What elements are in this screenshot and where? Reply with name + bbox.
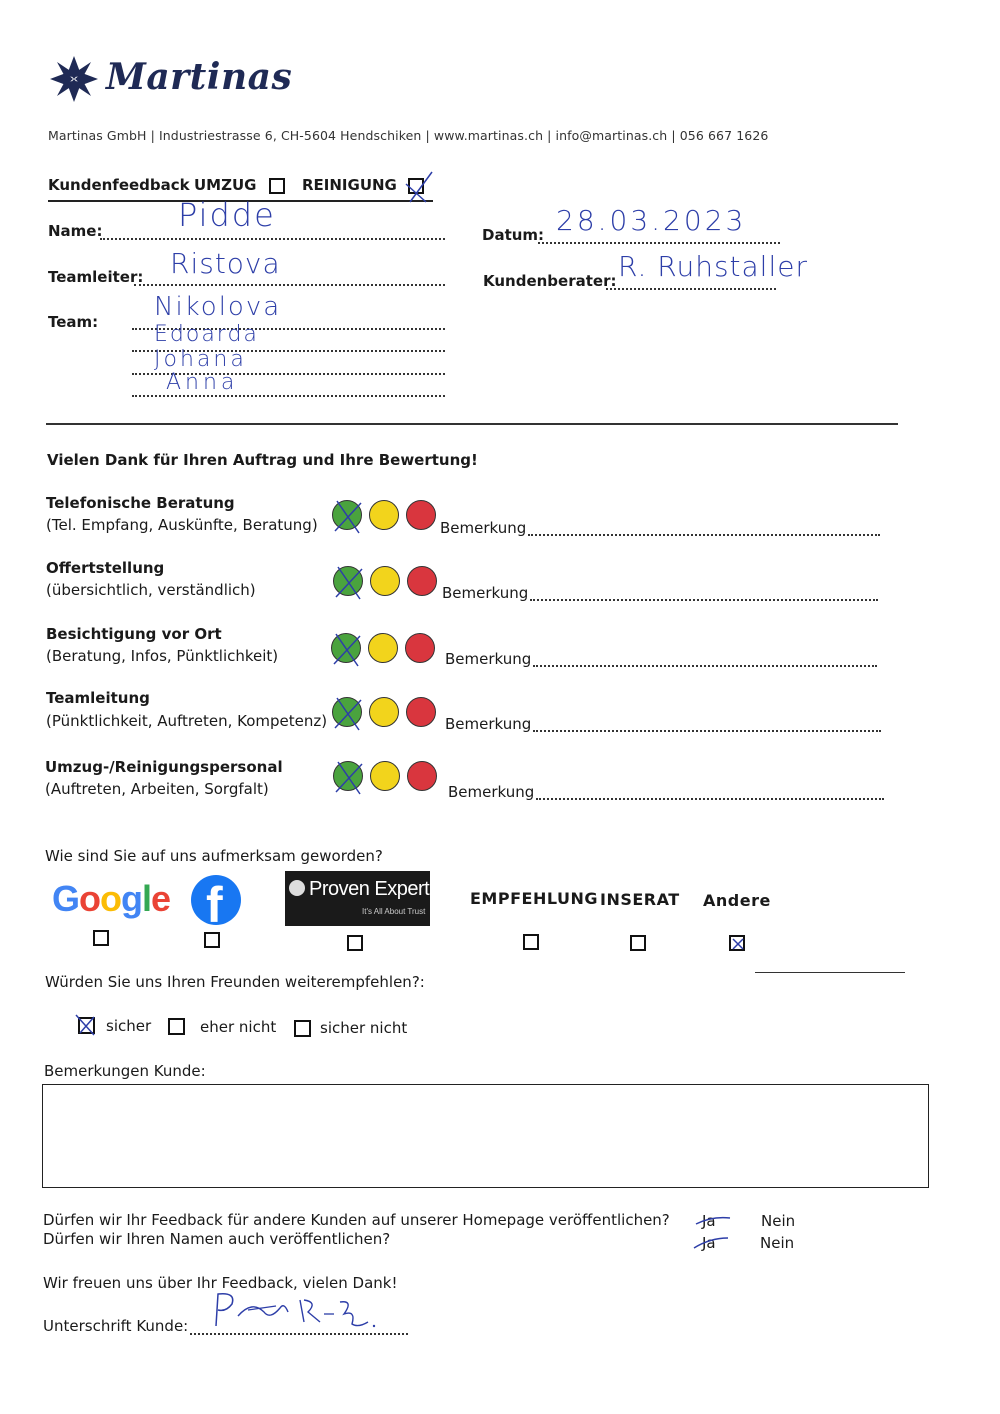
form-title: Kundenfeedback xyxy=(48,176,190,194)
question-title: Telefonische Beratung xyxy=(46,494,235,512)
publish-yes-label-2[interactable]: Ja xyxy=(702,1234,716,1252)
umzug-checkbox[interactable] xyxy=(269,178,285,194)
company-address: Martinas GmbH | Industriestrasse 6, CH-5604 Hendschiken | www.martinas.ch | info@martinas.ch | 056 667 1626 xyxy=(48,128,769,143)
rating-row xyxy=(46,623,896,673)
thumbs-neutral-icon[interactable] xyxy=(369,500,399,530)
rating-row xyxy=(46,689,896,739)
facebook-checkbox[interactable] xyxy=(204,932,220,948)
thumbs-down-icon[interactable] xyxy=(406,500,436,530)
team-member-4[interactable]: Anna xyxy=(166,370,239,395)
publish-question-2: Dürfen wir Ihren Namen auch veröffentlichen? xyxy=(43,1230,391,1248)
team-member-2[interactable]: Edoarda xyxy=(154,322,259,347)
thumbs-down-icon[interactable] xyxy=(406,697,436,727)
andere-checkbox[interactable] xyxy=(729,935,745,951)
strike-mark-icon xyxy=(692,1234,732,1252)
facebook-icon: f xyxy=(191,875,241,925)
inserat-label: INSERAT xyxy=(600,890,680,909)
google-checkbox[interactable] xyxy=(93,930,109,946)
kundenberater-label: Kundenberater: xyxy=(483,272,617,290)
thumbs-up-icon[interactable] xyxy=(333,566,363,596)
question-subtitle: (Tel. Empfang, Auskünfte, Beratung) xyxy=(46,516,318,534)
name-line xyxy=(100,238,445,240)
remark-label: Bemerkung xyxy=(445,650,532,668)
team-member-1[interactable]: Nikolova xyxy=(154,292,282,322)
remark-label: Bemerkung xyxy=(448,783,535,801)
reinigung-checkbox[interactable] xyxy=(408,178,424,194)
rating-row xyxy=(45,758,895,808)
thumbs-down-icon[interactable] xyxy=(407,566,437,596)
thumbs-up-icon[interactable] xyxy=(331,633,361,663)
brand-logo xyxy=(50,56,293,106)
question-title: Offertstellung xyxy=(46,559,165,577)
question-title: Umzug-/Reinigungspersonal xyxy=(45,758,283,776)
thumbs-up-icon[interactable] xyxy=(332,500,362,530)
brand-name: Martinas xyxy=(106,56,293,98)
signature-label: Unterschrift Kunde: xyxy=(43,1317,189,1335)
check-mark-icon xyxy=(332,563,366,603)
comments-label: Bemerkungen Kunde: xyxy=(44,1062,206,1080)
remark-line[interactable] xyxy=(533,730,881,732)
comments-textbox[interactable] xyxy=(42,1084,929,1188)
remark-line[interactable] xyxy=(533,665,877,667)
proven-expert-checkbox[interactable] xyxy=(347,935,363,951)
recommend-eher-nicht-checkbox[interactable] xyxy=(168,1018,185,1035)
andere-label: Andere xyxy=(703,891,771,910)
thumbs-neutral-icon[interactable] xyxy=(368,633,398,663)
thumbs-down-icon[interactable] xyxy=(405,633,435,663)
handwritten-signature xyxy=(208,1286,384,1336)
check-mark-icon xyxy=(404,170,434,204)
rating-row xyxy=(46,557,896,607)
empfehlung-label: EMPFEHLUNG xyxy=(470,889,598,908)
name-label: Name: xyxy=(48,222,103,240)
remark-line[interactable] xyxy=(528,534,880,536)
section-divider xyxy=(46,423,898,425)
publish-question-1: Dürfen wir Ihr Feedback für andere Kunden auf unserer Homepage veröffentlichen? xyxy=(43,1211,670,1229)
teamleiter-line xyxy=(134,284,445,286)
question-subtitle: (Beratung, Infos, Pünktlichkeit) xyxy=(46,647,279,665)
strike-mark-icon xyxy=(694,1212,734,1230)
publish-yes-label-1[interactable]: Ja xyxy=(702,1212,716,1230)
thumbs-up-icon[interactable] xyxy=(333,761,363,791)
empfehlung-checkbox[interactable] xyxy=(523,934,539,950)
thumbs-down-icon[interactable] xyxy=(407,761,437,791)
name-field[interactable]: Pidde xyxy=(178,196,276,234)
team-line-4 xyxy=(132,395,445,397)
remark-line[interactable] xyxy=(536,798,884,800)
team-member-3[interactable]: Johana xyxy=(154,347,247,372)
check-mark-icon xyxy=(331,497,365,537)
question-subtitle: (Pünktlichkeit, Auftreten, Kompetenz) xyxy=(46,712,328,730)
recommend-sicher-nicht-label: sicher nicht xyxy=(320,1019,408,1037)
recommend-question: Würden Sie uns Ihren Freunden weiterempfehlen?: xyxy=(45,973,425,991)
andere-input-line[interactable] xyxy=(755,972,905,973)
remark-label: Bemerkung xyxy=(445,715,532,733)
kundenberater-line xyxy=(606,288,776,290)
question-title: Teamleitung xyxy=(46,689,150,707)
recommend-sicher-checkbox[interactable] xyxy=(78,1017,95,1034)
question-subtitle: (übersichtlich, verständlich) xyxy=(46,581,256,599)
proven-expert-seal-icon xyxy=(289,880,305,896)
recommend-sicher-label: sicher xyxy=(106,1017,152,1035)
check-mark-icon xyxy=(731,937,745,951)
recommend-sicher-nicht-checkbox[interactable] xyxy=(294,1020,311,1037)
rating-heading: Vielen Dank für Ihren Auftrag und Ihre Bewertung! xyxy=(47,451,478,469)
rating-row xyxy=(46,492,896,542)
thumbs-neutral-icon[interactable] xyxy=(370,566,400,596)
proven-expert-logo: Proven Expert It's All About Trust xyxy=(285,871,430,926)
datum-field[interactable]: 28.03.2023 xyxy=(556,204,747,237)
kundenberater-field[interactable]: R. Ruhstaller xyxy=(618,250,808,283)
remark-label: Bemerkung xyxy=(440,519,527,537)
datum-line xyxy=(538,242,780,244)
question-title: Besichtigung vor Ort xyxy=(46,625,222,643)
source-question: Wie sind Sie auf uns aufmerksam geworden? xyxy=(45,847,383,865)
remark-label: Bemerkung xyxy=(442,584,529,602)
google-logo: Google xyxy=(52,878,171,919)
compass-star-icon xyxy=(50,56,98,102)
thumbs-neutral-icon[interactable] xyxy=(369,697,399,727)
thumbs-up-icon[interactable] xyxy=(332,697,362,727)
publish-no-label-2[interactable]: Nein xyxy=(760,1234,795,1252)
team-label: Team: xyxy=(48,313,99,331)
question-subtitle: (Auftreten, Arbeiten, Sorgfalt) xyxy=(45,780,269,798)
check-mark-icon xyxy=(331,694,365,734)
check-mark-icon xyxy=(332,758,366,798)
check-mark-icon xyxy=(74,1013,98,1037)
teamleiter-label: Teamleiter: xyxy=(48,268,144,286)
thumbs-neutral-icon[interactable] xyxy=(370,761,400,791)
remark-line[interactable] xyxy=(530,599,878,601)
teamleiter-field[interactable]: Ristova xyxy=(170,247,281,280)
reinigung-label: REINIGUNG xyxy=(302,176,397,194)
umzug-label: UMZUG xyxy=(194,176,257,194)
publish-no-label-1[interactable]: Nein xyxy=(761,1212,796,1230)
datum-label: Datum: xyxy=(482,226,545,244)
recommend-eher-nicht-label: eher nicht xyxy=(200,1018,277,1036)
thanks-text: Wir freuen uns über Ihr Feedback, vielen Dank! xyxy=(43,1274,398,1292)
inserat-checkbox[interactable] xyxy=(630,935,646,951)
check-mark-icon xyxy=(330,630,364,670)
